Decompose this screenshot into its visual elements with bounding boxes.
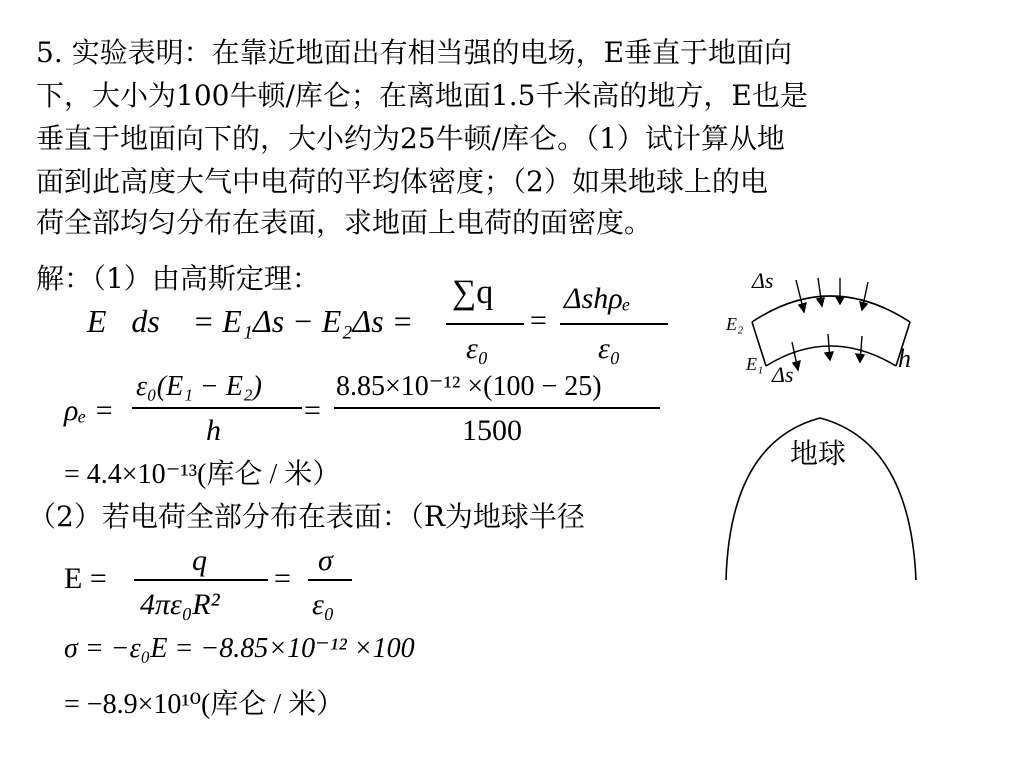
rho-frac-bar-1	[132, 407, 302, 409]
gauss-eps0-1: ε₀	[466, 332, 489, 365]
e-formula-frac-bar-2	[308, 579, 352, 581]
rho-denominator-2: 1500	[462, 414, 522, 447]
e-formula-denominator-1: 4πε₀R²	[140, 588, 220, 621]
gauss-rhs-numerator: Δshρₑ	[564, 282, 631, 315]
rho-denominator-1: h	[206, 414, 221, 447]
e1-label: E₁	[746, 354, 764, 374]
h-label: h	[898, 344, 911, 373]
earth-label: 地球	[790, 437, 847, 470]
part1-heading: 解：（1）由高斯定理：	[36, 262, 320, 295]
field-arrows-upper	[796, 278, 868, 312]
rho-frac-bar-2	[334, 407, 660, 409]
problem-line-2: 下，大小为100牛顿/库仑；在离地面1.5千米高的地方，E也是	[36, 79, 808, 112]
sigma-equation: σ = −ε₀E = −8.85×10⁻¹² ×100	[64, 633, 415, 664]
gauss-surface-diagram	[700, 262, 924, 580]
problem-line-1: 5. 实验表明：在靠近地面出有相当强的电场，E垂直于地面向	[36, 36, 793, 69]
rho-numerator-2: 8.85×10⁻¹² ×(100 − 25)	[336, 371, 602, 402]
upper-surface-arc	[752, 296, 910, 322]
delta-s-bottom-label: Δs	[772, 362, 794, 387]
problem-line-3: 垂直于地面向下的，大小约为25牛顿/库仑。（1）试计算从地	[36, 122, 785, 155]
rho-lhs: ρₑ =	[64, 394, 115, 427]
e-formula-frac-bar-1	[134, 579, 268, 581]
rho-equals: =	[304, 394, 321, 427]
gauss-lhs: ∯E⃗ds⃗ = E₁Δs − E₂Δs =	[62, 303, 414, 339]
sigma-result: = −8.9×10¹⁰(库仑 / 米）	[64, 689, 345, 720]
gauss-eps0-2: ε₀	[598, 332, 621, 365]
e-formula-numerator-1: q	[192, 544, 207, 577]
problem-line-4: 面到此高度大气中电荷的平均体密度；（2）如果地球上的电	[36, 165, 768, 198]
field-arrows-lower	[792, 334, 864, 370]
rho-result: = 4.4×10⁻¹³(库仑 / 米）	[64, 459, 341, 490]
e-formula-lhs: E =	[64, 562, 107, 595]
e-formula-denominator-2: ε₀	[312, 588, 335, 621]
gauss-sum-numerator: ∑q	[452, 274, 494, 311]
e-formula-equals: =	[274, 562, 291, 595]
gauss-frac-bar-1	[446, 323, 524, 325]
delta-s-top-label: Δs	[752, 268, 774, 293]
gauss-equals: =	[530, 304, 547, 337]
part2-heading: （2）若电荷全部分布在表面：（R为地球半径	[28, 500, 585, 533]
e-formula-numerator-2: σ	[318, 544, 333, 577]
rho-numerator-1: ε₀(E₁ − E₂)	[136, 371, 262, 402]
gauss-frac-bar-2	[560, 323, 668, 325]
problem-line-5: 荷全部均匀分布在表面，求地面上电荷的面密度。	[36, 206, 653, 239]
e2-label: E₂	[726, 314, 744, 334]
